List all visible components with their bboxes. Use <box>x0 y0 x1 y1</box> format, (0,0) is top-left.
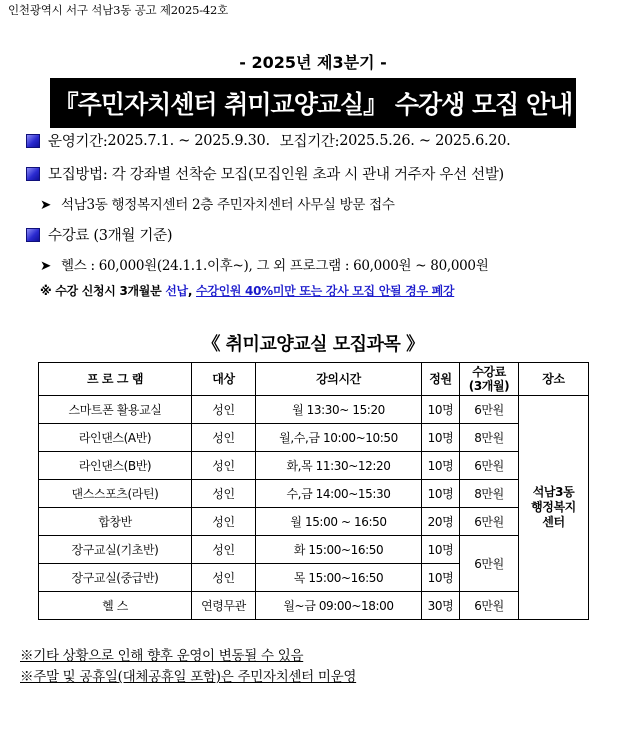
table-row <box>39 536 589 564</box>
table-row <box>39 592 589 620</box>
table-row <box>39 396 589 424</box>
cell-fee: 6만원 <box>460 592 519 620</box>
cell-target: 성인 <box>192 452 256 480</box>
header-capacity: 정원 <box>422 363 460 396</box>
application-note <box>40 282 454 299</box>
footnote-change: ※기타 상황으로 인해 향후 운영이 변동될 수 있음 <box>20 648 304 664</box>
header-fee: 수강료 (3개월) <box>460 363 519 396</box>
recruit-period: 2025.5.26. ~ 2025.6.20. <box>339 132 511 149</box>
cell-fee: 8만원 <box>460 424 519 452</box>
cell-capacity: 10명 <box>422 396 460 424</box>
cell-time: 월 13:30~ 15:20 <box>256 396 422 424</box>
footnote-closed: ※주말 및 공휴일(대체공휴일 포함)은 주민자치센터 미운영 <box>20 669 357 685</box>
cell-target: 성인 <box>192 564 256 592</box>
fee-detail: 헬스 : 60,000원(24.1.1.이후~), 그 외 프로그램 : 60,000원 ~ 80,000원 <box>61 258 489 274</box>
header-time: 강의시간 <box>256 363 422 396</box>
cell-time: 월,수,금 10:00~10:50 <box>256 424 422 452</box>
arrow-bullet-icon: ➤ <box>40 258 52 274</box>
cell-program: 라인댄스(B반) <box>39 452 192 480</box>
cell-time: 수,금 14:00~15:30 <box>256 480 422 508</box>
course-table <box>38 362 589 620</box>
cell-capacity: 30명 <box>422 592 460 620</box>
method-detail: 석남3동 행정복지센터 2층 주민자치센터 사무실 방문 접수 <box>61 197 395 213</box>
fee-detail-line <box>40 254 488 274</box>
cell-target: 성인 <box>192 480 256 508</box>
table-row <box>39 508 589 536</box>
cell-capacity: 10명 <box>422 424 460 452</box>
cell-place: 석남3동 행정복지 센터 <box>519 396 589 620</box>
cell-fee: 6만원 <box>460 536 519 592</box>
note-prefix: ※ 수강 신청시 3개월분 <box>40 284 166 298</box>
method-line <box>26 163 504 184</box>
notice-id: 인천광역시 서구 석남3동 공고 제2025-42호 <box>8 3 229 17</box>
cell-program: 장구교실(기초반) <box>39 536 192 564</box>
square-bullet-icon <box>26 228 40 242</box>
cell-fee: 6만원 <box>460 508 519 536</box>
cell-time: 월 15:00 ~ 16:50 <box>256 508 422 536</box>
cell-target: 성인 <box>192 508 256 536</box>
cell-capacity: 10명 <box>422 480 460 508</box>
cell-capacity: 10명 <box>422 564 460 592</box>
cell-program: 장구교실(중급반) <box>39 564 192 592</box>
square-bullet-icon <box>26 167 40 181</box>
cell-target: 성인 <box>192 396 256 424</box>
cell-capacity: 10명 <box>422 536 460 564</box>
operation-period: 2025.7.1. ~ 2025.9.30. <box>107 132 270 149</box>
cell-time: 화 15:00~16:50 <box>256 536 422 564</box>
cell-time: 목 15:00~16:50 <box>256 564 422 592</box>
square-bullet-icon <box>26 134 40 148</box>
header-place: 장소 <box>519 363 589 396</box>
method-detail-line <box>40 193 395 213</box>
fee-line <box>26 224 172 245</box>
cell-program: 헬 스 <box>39 592 192 620</box>
note-separator: , <box>187 284 196 298</box>
method-text: 모집방법: 각 강좌별 선착순 모집(모집인원 초과 시 관내 거주자 우선 선발) <box>48 167 504 183</box>
note-cancellation: 수강인원 40%미만 또는 강사 모집 안될 경우 폐강 <box>196 284 455 298</box>
cell-fee: 6만원 <box>460 396 519 424</box>
cell-target: 성인 <box>192 424 256 452</box>
fee-title: 수강료 (3개월 기준) <box>48 228 173 244</box>
cell-capacity: 10명 <box>422 452 460 480</box>
table-header-row <box>39 363 589 396</box>
cell-program: 합창반 <box>39 508 192 536</box>
main-banner-title: 『주민자치센터 취미교양교실』 수강생 모집 안내 <box>50 78 576 128</box>
cell-program: 스마트폰 활용교실 <box>39 396 192 424</box>
operation-label: 운영기간: <box>48 134 108 150</box>
table-row <box>39 452 589 480</box>
cell-program: 라인댄스(A반) <box>39 424 192 452</box>
table-row <box>39 424 589 452</box>
header-program: 프 로 그 램 <box>39 363 192 396</box>
cell-program: 댄스스포츠(라틴) <box>39 480 192 508</box>
cell-time: 화,목 11:30~12:20 <box>256 452 422 480</box>
cell-capacity: 20명 <box>422 508 460 536</box>
note-prepay: 선납 <box>165 284 188 298</box>
schedule-line <box>26 130 510 151</box>
recruit-label: 모집기간: <box>279 134 340 150</box>
section-title: 《 취미교양교실 모집과목 》 <box>202 334 424 355</box>
period-title: - 2025년 제3분기 - <box>239 53 387 72</box>
cell-target: 성인 <box>192 536 256 564</box>
cell-target: 연령무관 <box>192 592 256 620</box>
arrow-bullet-icon: ➤ <box>40 197 52 213</box>
table-row <box>39 480 589 508</box>
header-target: 대상 <box>192 363 256 396</box>
cell-time: 월~금 09:00~18:00 <box>256 592 422 620</box>
cell-fee: 6만원 <box>460 452 519 480</box>
cell-fee: 8만원 <box>460 480 519 508</box>
